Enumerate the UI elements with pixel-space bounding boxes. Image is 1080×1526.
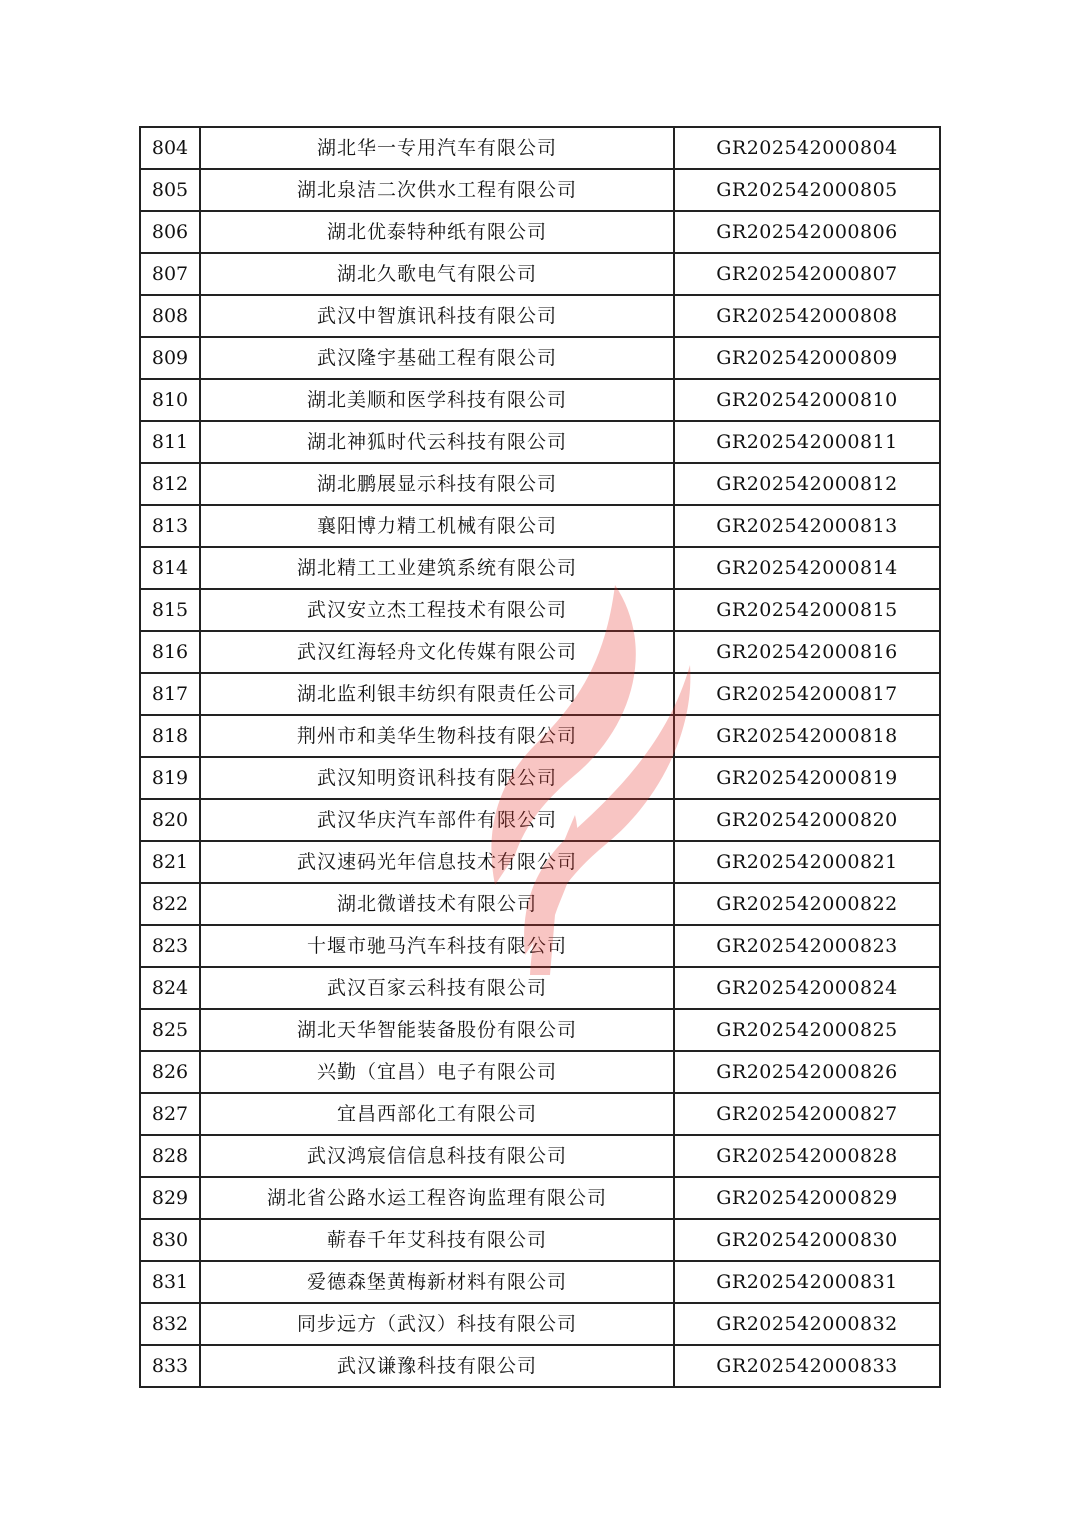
row-number: 817 bbox=[140, 673, 200, 715]
company-name: 湖北监利银丰纺织有限责任公司 bbox=[200, 673, 674, 715]
row-number: 814 bbox=[140, 547, 200, 589]
row-number: 812 bbox=[140, 463, 200, 505]
company-table-body bbox=[140, 127, 940, 1387]
company-name: 武汉鸿宸信信息科技有限公司 bbox=[200, 1135, 674, 1177]
table-row bbox=[140, 169, 940, 211]
registration-code: GR202542000807 bbox=[674, 253, 940, 295]
company-name: 湖北微谱技术有限公司 bbox=[200, 883, 674, 925]
row-number: 813 bbox=[140, 505, 200, 547]
company-name: 湖北天华智能装备股份有限公司 bbox=[200, 1009, 674, 1051]
row-number: 823 bbox=[140, 925, 200, 967]
company-name: 湖北神狐时代云科技有限公司 bbox=[200, 421, 674, 463]
table-row bbox=[140, 1009, 940, 1051]
table-row bbox=[140, 589, 940, 631]
registration-code: GR202542000819 bbox=[674, 757, 940, 799]
company-name: 武汉红海轻舟文化传媒有限公司 bbox=[200, 631, 674, 673]
row-number: 830 bbox=[140, 1219, 200, 1261]
registration-code: GR202542000804 bbox=[674, 127, 940, 169]
registration-code: GR202542000805 bbox=[674, 169, 940, 211]
row-number: 820 bbox=[140, 799, 200, 841]
row-number: 815 bbox=[140, 589, 200, 631]
registration-code: GR202542000813 bbox=[674, 505, 940, 547]
row-number: 828 bbox=[140, 1135, 200, 1177]
row-number: 816 bbox=[140, 631, 200, 673]
row-number: 811 bbox=[140, 421, 200, 463]
row-number: 809 bbox=[140, 337, 200, 379]
registration-code: GR202542000824 bbox=[674, 967, 940, 1009]
table-row bbox=[140, 1135, 940, 1177]
table-row bbox=[140, 673, 940, 715]
row-number: 805 bbox=[140, 169, 200, 211]
table-row bbox=[140, 883, 940, 925]
company-name: 荆州市和美华生物科技有限公司 bbox=[200, 715, 674, 757]
row-number: 807 bbox=[140, 253, 200, 295]
registration-code: GR202542000821 bbox=[674, 841, 940, 883]
row-number: 826 bbox=[140, 1051, 200, 1093]
registration-code: GR202542000818 bbox=[674, 715, 940, 757]
registration-code: GR202542000822 bbox=[674, 883, 940, 925]
registration-code: GR202542000812 bbox=[674, 463, 940, 505]
row-number: 831 bbox=[140, 1261, 200, 1303]
row-number: 808 bbox=[140, 295, 200, 337]
registration-code: GR202542000826 bbox=[674, 1051, 940, 1093]
table-row bbox=[140, 1051, 940, 1093]
row-number: 818 bbox=[140, 715, 200, 757]
company-table bbox=[139, 126, 941, 1388]
table-row bbox=[140, 1345, 940, 1387]
table-row bbox=[140, 337, 940, 379]
table-row bbox=[140, 757, 940, 799]
table-row bbox=[140, 547, 940, 589]
registration-code: GR202542000820 bbox=[674, 799, 940, 841]
registration-code: GR202542000809 bbox=[674, 337, 940, 379]
table-row bbox=[140, 1177, 940, 1219]
row-number: 829 bbox=[140, 1177, 200, 1219]
table-row bbox=[140, 295, 940, 337]
company-name: 十堰市驰马汽车科技有限公司 bbox=[200, 925, 674, 967]
company-name: 湖北优泰特种纸有限公司 bbox=[200, 211, 674, 253]
row-number: 821 bbox=[140, 841, 200, 883]
table-row bbox=[140, 799, 940, 841]
company-name: 武汉知明资讯科技有限公司 bbox=[200, 757, 674, 799]
table-row bbox=[140, 1219, 940, 1261]
registration-code: GR202542000817 bbox=[674, 673, 940, 715]
registration-code: GR202542000815 bbox=[674, 589, 940, 631]
company-name: 宜昌西部化工有限公司 bbox=[200, 1093, 674, 1135]
registration-code: GR202542000806 bbox=[674, 211, 940, 253]
table-row bbox=[140, 841, 940, 883]
row-number: 833 bbox=[140, 1345, 200, 1387]
table-row bbox=[140, 379, 940, 421]
table-row bbox=[140, 631, 940, 673]
registration-code: GR202542000831 bbox=[674, 1261, 940, 1303]
table-row bbox=[140, 421, 940, 463]
company-name: 爱德森堡黄梅新材料有限公司 bbox=[200, 1261, 674, 1303]
row-number: 804 bbox=[140, 127, 200, 169]
row-number: 806 bbox=[140, 211, 200, 253]
table-row bbox=[140, 967, 940, 1009]
company-name: 湖北精工工业建筑系统有限公司 bbox=[200, 547, 674, 589]
company-name: 湖北泉洁二次供水工程有限公司 bbox=[200, 169, 674, 211]
row-number: 832 bbox=[140, 1303, 200, 1345]
table-row bbox=[140, 211, 940, 253]
company-name: 武汉中智旗讯科技有限公司 bbox=[200, 295, 674, 337]
table-row bbox=[140, 925, 940, 967]
table-row bbox=[140, 1261, 940, 1303]
registration-code: GR202542000823 bbox=[674, 925, 940, 967]
company-name: 武汉安立杰工程技术有限公司 bbox=[200, 589, 674, 631]
company-name: 湖北鹏展显示科技有限公司 bbox=[200, 463, 674, 505]
registration-code: GR202542000829 bbox=[674, 1177, 940, 1219]
row-number: 810 bbox=[140, 379, 200, 421]
table-row bbox=[140, 463, 940, 505]
table-row bbox=[140, 1303, 940, 1345]
company-name: 武汉速码光年信息技术有限公司 bbox=[200, 841, 674, 883]
row-number: 825 bbox=[140, 1009, 200, 1051]
company-name: 同步远方（武汉）科技有限公司 bbox=[200, 1303, 674, 1345]
registration-code: GR202542000811 bbox=[674, 421, 940, 463]
company-name: 武汉隆宇基础工程有限公司 bbox=[200, 337, 674, 379]
registration-code: GR202542000810 bbox=[674, 379, 940, 421]
company-name: 湖北美顺和医学科技有限公司 bbox=[200, 379, 674, 421]
table-row bbox=[140, 505, 940, 547]
table-row bbox=[140, 1093, 940, 1135]
company-name: 武汉谦豫科技有限公司 bbox=[200, 1345, 674, 1387]
registration-code: GR202542000814 bbox=[674, 547, 940, 589]
table-row bbox=[140, 715, 940, 757]
row-number: 819 bbox=[140, 757, 200, 799]
company-name: 湖北华一专用汽车有限公司 bbox=[200, 127, 674, 169]
company-name: 湖北省公路水运工程咨询监理有限公司 bbox=[200, 1177, 674, 1219]
registration-code: GR202542000816 bbox=[674, 631, 940, 673]
registration-code: GR202542000830 bbox=[674, 1219, 940, 1261]
row-number: 822 bbox=[140, 883, 200, 925]
registration-code: GR202542000827 bbox=[674, 1093, 940, 1135]
registration-code: GR202542000832 bbox=[674, 1303, 940, 1345]
company-name: 兴勤（宜昌）电子有限公司 bbox=[200, 1051, 674, 1093]
row-number: 824 bbox=[140, 967, 200, 1009]
company-name: 武汉华庆汽车部件有限公司 bbox=[200, 799, 674, 841]
company-name: 襄阳博力精工机械有限公司 bbox=[200, 505, 674, 547]
company-name: 武汉百家云科技有限公司 bbox=[200, 967, 674, 1009]
row-number: 827 bbox=[140, 1093, 200, 1135]
registration-code: GR202542000825 bbox=[674, 1009, 940, 1051]
table-row bbox=[140, 253, 940, 295]
company-name: 蕲春千年艾科技有限公司 bbox=[200, 1219, 674, 1261]
table-row bbox=[140, 127, 940, 169]
company-name: 湖北久歌电气有限公司 bbox=[200, 253, 674, 295]
registration-code: GR202542000828 bbox=[674, 1135, 940, 1177]
registration-code: GR202542000808 bbox=[674, 295, 940, 337]
registration-code: GR202542000833 bbox=[674, 1345, 940, 1387]
